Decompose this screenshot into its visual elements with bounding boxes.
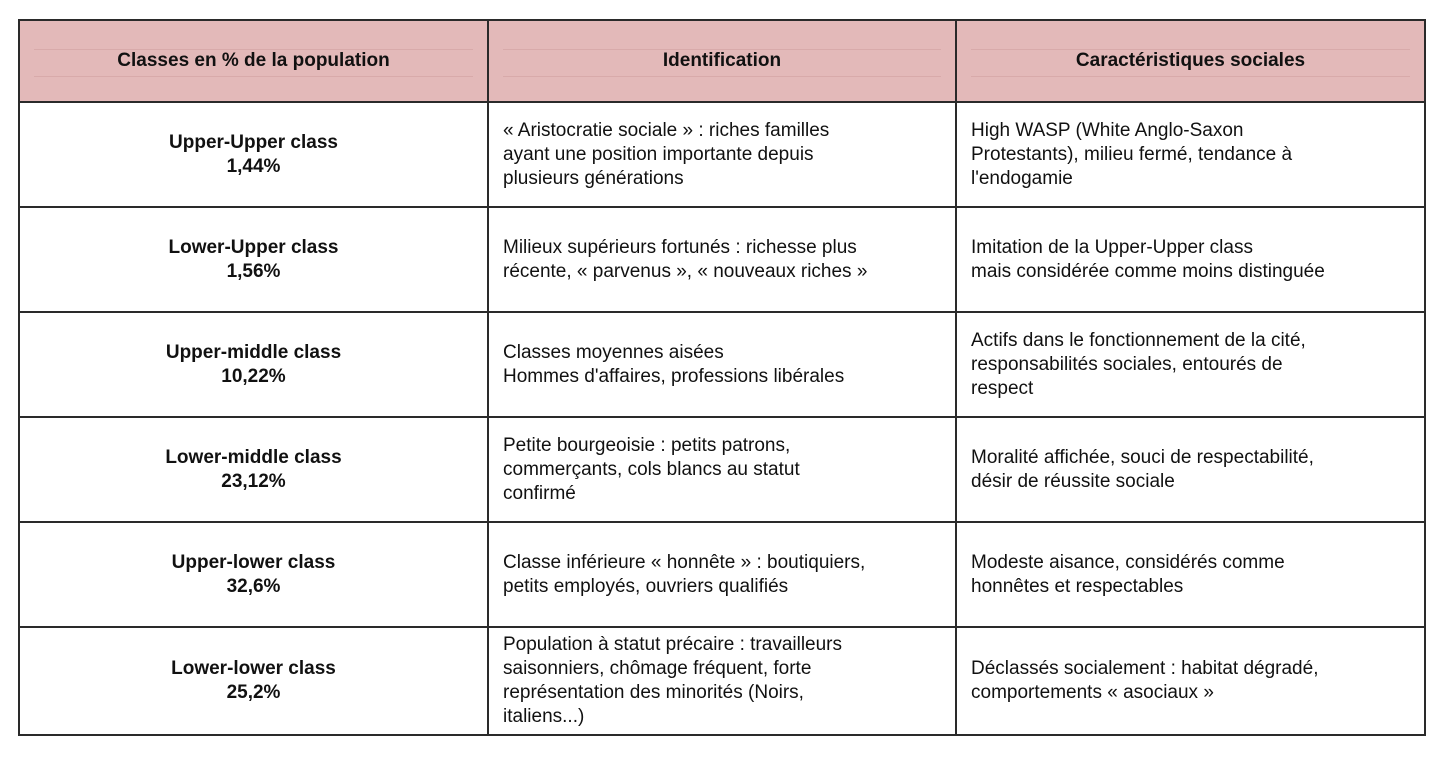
header-social-characteristics: [956, 20, 1425, 102]
characteristics-line: l'endogamie: [971, 167, 1073, 189]
characteristics-line: désir de réussite sociale: [971, 470, 1175, 492]
characteristics-cell: [956, 417, 1425, 522]
identification-line: saisonniers, chômage fréquent, forte: [503, 658, 812, 679]
characteristics-line: Déclassés socialement : habitat dégradé,: [971, 658, 1319, 679]
characteristics-line: High WASP (White Anglo-Saxon: [971, 119, 1244, 141]
table-row: [19, 522, 1425, 627]
class-percent: 1,44%: [226, 155, 281, 177]
characteristics-cell: [956, 522, 1425, 627]
table-row: [19, 627, 1425, 735]
social-classes-table: [18, 19, 1426, 736]
characteristics-line: Modeste aisance, considérés comme: [971, 551, 1285, 573]
characteristics-line: comportements « asociaux »: [971, 682, 1214, 703]
class-cell: [19, 207, 488, 312]
table-row: [19, 102, 1425, 207]
class-name: Lower-lower class: [171, 658, 336, 679]
identification-line: ayant une position importante depuis: [503, 143, 814, 165]
characteristics-cell: [956, 102, 1425, 207]
class-percent: 10,22%: [221, 365, 286, 387]
table-row: [19, 312, 1425, 417]
characteristics-line: Actifs dans le fonctionnement de la cité,: [971, 329, 1306, 351]
identification-cell: [488, 312, 956, 417]
identification-line: Milieux supérieurs fortunés : richesse plus: [503, 236, 857, 258]
class-cell: [19, 417, 488, 522]
identification-line: « Aristocratie sociale » : riches familles: [503, 119, 830, 141]
class-cell: [19, 102, 488, 207]
characteristics-line: Moralité affichée, souci de respectabilité,: [971, 446, 1314, 468]
identification-line: italiens...): [503, 706, 585, 727]
identification-line: Classe inférieure « honnête » : boutiquiers,: [503, 551, 866, 573]
identification-line: plusieurs générations: [503, 167, 684, 189]
characteristics-line: mais considérée comme moins distinguée: [971, 260, 1325, 282]
characteristics-line: Protestants), milieu fermé, tendance à: [971, 143, 1293, 165]
header-label: Classes en % de la population: [117, 50, 390, 71]
class-percent: 32,6%: [226, 575, 281, 597]
identification-line: Petite bourgeoisie : petits patrons,: [503, 434, 791, 456]
class-percent: 25,2%: [226, 682, 281, 703]
identification-line: Hommes d'affaires, professions libérales: [503, 365, 845, 387]
class-name: Upper-lower class: [171, 551, 336, 573]
identification-cell: [488, 102, 956, 207]
identification-cell: [488, 522, 956, 627]
identification-line: Classes moyennes aisées: [503, 341, 724, 363]
class-name: Lower-Upper class: [168, 236, 339, 258]
characteristics-line: responsabilités sociales, entourés de: [971, 353, 1283, 375]
class-name: Lower-middle class: [165, 446, 342, 468]
class-cell: [19, 522, 488, 627]
class-cell: [19, 312, 488, 417]
table-body: [19, 102, 1425, 735]
class-name: Upper-Upper class: [169, 131, 338, 153]
identification-line: confirmé: [503, 482, 576, 504]
characteristics-line: honnêtes et respectables: [971, 575, 1184, 597]
header-identification: [488, 20, 956, 102]
identification-line: Population à statut précaire : travailleurs: [503, 634, 843, 655]
class-percent: 1,56%: [226, 260, 281, 282]
header-row: [19, 20, 1425, 102]
identification-cell: [488, 627, 956, 735]
identification-line: récente, « parvenus », « nouveaux riches »: [503, 260, 868, 282]
identification-cell: [488, 417, 956, 522]
social-classes-table-container: [18, 19, 1424, 736]
header-label: Caractéristiques sociales: [1075, 50, 1306, 71]
header-classes-percent: [19, 20, 488, 102]
characteristics-cell: [956, 207, 1425, 312]
characteristics-cell: [956, 627, 1425, 735]
characteristics-line: respect: [971, 377, 1034, 399]
class-percent: 23,12%: [221, 470, 286, 492]
class-name: Upper-middle class: [165, 341, 342, 363]
identification-cell: [488, 207, 956, 312]
header-label: Identification: [662, 50, 782, 71]
class-cell: [19, 627, 488, 735]
table-row: [19, 207, 1425, 312]
table-row: [19, 417, 1425, 522]
table-header: [19, 20, 1425, 102]
identification-line: représentation des minorités (Noirs,: [503, 682, 804, 703]
characteristics-cell: [956, 312, 1425, 417]
characteristics-line: Imitation de la Upper-Upper class: [971, 236, 1253, 258]
identification-line: commerçants, cols blancs au statut: [503, 458, 800, 480]
identification-line: petits employés, ouvriers qualifiés: [503, 575, 789, 597]
